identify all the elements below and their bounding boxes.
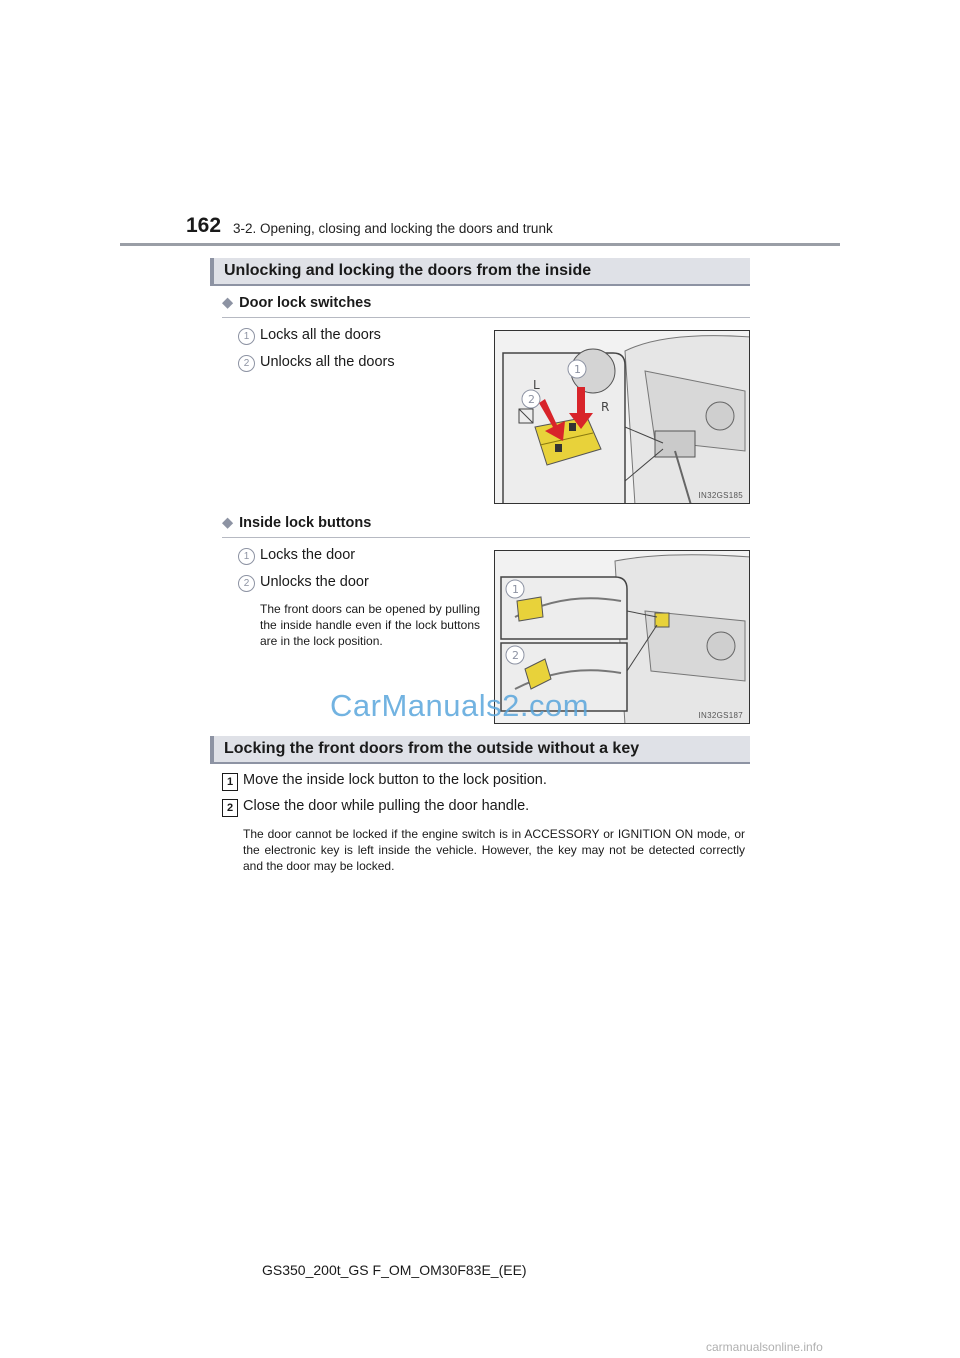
site-watermark: carmanualsonline.info bbox=[706, 1340, 823, 1354]
subheading-inside-lock-buttons bbox=[222, 515, 371, 531]
page-number: 162 bbox=[186, 214, 222, 237]
subheading-rule bbox=[222, 317, 750, 318]
item-unlocks-the-door: Unlocks the door bbox=[260, 574, 369, 590]
svg-text:1: 1 bbox=[512, 583, 519, 596]
svg-text:2: 2 bbox=[512, 649, 519, 662]
door-lock-switch-illustration bbox=[495, 331, 750, 504]
section-title: Unlocking and locking the doors from the inside bbox=[224, 262, 592, 279]
item-locks-the-door: Locks the door bbox=[260, 547, 356, 563]
step-close-door: Close the door while pulling the door handle. bbox=[243, 798, 530, 814]
section-title: Locking the front doors from the outside without a key bbox=[224, 740, 640, 757]
callout-number-2: 2 bbox=[238, 355, 255, 372]
figure-door-lock-switches bbox=[494, 330, 750, 504]
subheading-rule bbox=[222, 537, 750, 538]
subheading-door-lock-switches bbox=[222, 295, 371, 311]
figure-code: IN32GS187 bbox=[698, 711, 743, 720]
footer-document-code: GS350_200t_GS F_OM_OM30F83E_(EE) bbox=[262, 1262, 527, 1278]
watermark-text: CarManuals2.com bbox=[330, 688, 590, 723]
figure-code: IN32GS185 bbox=[698, 491, 743, 500]
subheading-text: Door lock switches bbox=[239, 295, 372, 311]
callout-number-1: 1 bbox=[238, 548, 255, 565]
callout-number-2: 2 bbox=[238, 575, 255, 592]
svg-text:1: 1 bbox=[574, 363, 581, 376]
subheading-text: Inside lock buttons bbox=[239, 515, 372, 531]
diamond-bullet-icon: ◆ bbox=[222, 515, 234, 531]
diamond-bullet-icon: ◆ bbox=[222, 295, 234, 311]
svg-text:2: 2 bbox=[528, 393, 535, 406]
svg-text:L: L bbox=[533, 378, 540, 392]
note-inside-handle: The front doors can be opened by pulling the inside handle even if the lock buttons are in the lock position. bbox=[260, 602, 480, 648]
item-unlocks-all-doors: Unlocks all the doors bbox=[260, 354, 395, 370]
chapter-title: 3-2. Opening, closing and locking the doors and trunk bbox=[233, 221, 553, 236]
note-lock-conditions: The door cannot be locked if the engine switch is in ACCESSORY or IGNITION ON mode, or the electronic key is left inside the vehicle. However, the key may not be detected correctly and the door may be locked. bbox=[243, 827, 745, 873]
section-header-unlocking-locking-inside bbox=[210, 258, 750, 286]
svg-text:R: R bbox=[601, 400, 610, 414]
step-number-2: 2 bbox=[222, 799, 238, 817]
item-locks-all-doors: Locks all the doors bbox=[260, 327, 381, 343]
step-move-lock-button: Move the inside lock button to the lock position. bbox=[243, 772, 547, 788]
callout-number-1: 1 bbox=[238, 328, 255, 345]
step-number-1: 1 bbox=[222, 773, 238, 791]
section-header-locking-without-key bbox=[210, 736, 750, 764]
header-rule bbox=[120, 243, 840, 246]
